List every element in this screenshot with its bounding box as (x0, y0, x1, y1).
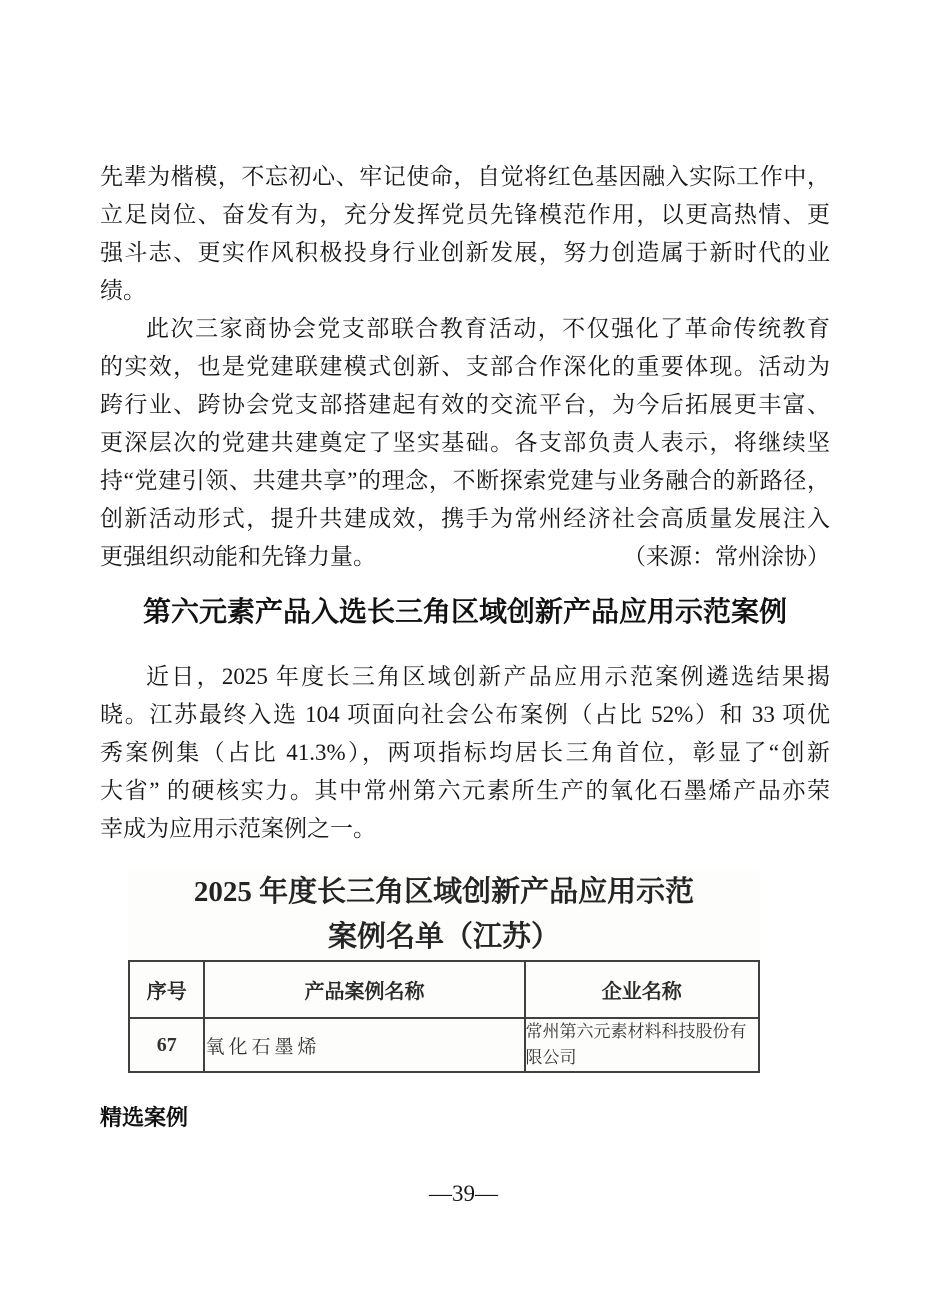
body-line: 更深层次的党建共建奠定了坚实基础。各支部负责人表示，将继续坚 (100, 430, 830, 455)
body-line: 秀案例集（占比 41.3%），两项指标均居长三角首位，彰显了“创新 (100, 740, 830, 765)
body-line: 绩。 (100, 278, 146, 303)
page-number: —39— (429, 1181, 498, 1206)
body-line: 晓。江苏最终入选 104 项面向社会公布案例（占比 52%）和 33 项优 (100, 702, 830, 727)
paragraph-continuation (100, 158, 830, 310)
text-block (100, 158, 830, 1133)
table-title-line-2: 案例名单（江苏） (327, 921, 560, 953)
body-line: 创新活动形式，提升共建成效，携手为常州经济社会高质量发展注入 (100, 506, 830, 531)
body-line: 近日，2025 年度长三角区域创新产品应用示范案例遴选结果揭 (146, 664, 830, 689)
cell-product-name: 氧化石墨烯 (204, 1018, 524, 1072)
body-line: 持“党建引领、共建共享”的理念，不断探索党建与业务融合的新路径， (100, 468, 830, 493)
paragraph-news (100, 658, 830, 848)
body-line: 幸成为应用示范案例之一。 (100, 816, 376, 841)
body-line: 大省” 的硬核实力。其中常州第六元素所生产的氧化石墨烯产品亦荣 (100, 778, 830, 803)
source-attribution: （来源：常州涂协） (623, 544, 830, 569)
section-heading: 第六元素产品入选长三角区域创新产品应用示范案例 (142, 597, 787, 628)
table-row (129, 1018, 759, 1072)
body-line: 此次三家商协会党支部联合教育活动，不仅强化了革命传统教育 (146, 316, 830, 341)
cell-company-name: 常州第六元素材料科技股份有限公司 (525, 1018, 760, 1072)
body-line: 立足岗位、奋发有为，充分发挥党员先锋模范作用，以更高热情、更 (100, 202, 830, 227)
body-line: 的实效，也是党建联建模式创新、支部合作深化的重要体现。活动为 (100, 354, 830, 379)
body-line: 跨行业、跨协会党支部搭建起有效的交流平台，为今后拓展更丰富、 (100, 392, 830, 417)
cell-serial-number: 67 (129, 1018, 204, 1072)
table-header-row (129, 961, 759, 1018)
paragraph-activity-summary (100, 310, 830, 576)
column-header-serial: 序号 (129, 961, 204, 1018)
body-line: 先辈为楷模，不忘初心、牢记使命，自觉将红色基因融入实际工作中， (100, 164, 830, 189)
column-header-product: 产品案例名称 (204, 961, 524, 1018)
table-title-line-1: 2025 年度长三角区域创新产品应用示范 (193, 876, 695, 908)
subsection-heading: 精选案例 (100, 1105, 189, 1130)
body-line-with-source (100, 538, 830, 576)
body-line: 强斗志、更实作风积极投身行业创新发展，努力创造属于新时代的业 (100, 240, 830, 265)
embedded-table-image (128, 870, 760, 1073)
body-line-end: 更强组织动能和先锋力量。 (100, 544, 376, 569)
case-list-table (128, 960, 760, 1073)
column-header-company: 企业名称 (525, 961, 760, 1018)
